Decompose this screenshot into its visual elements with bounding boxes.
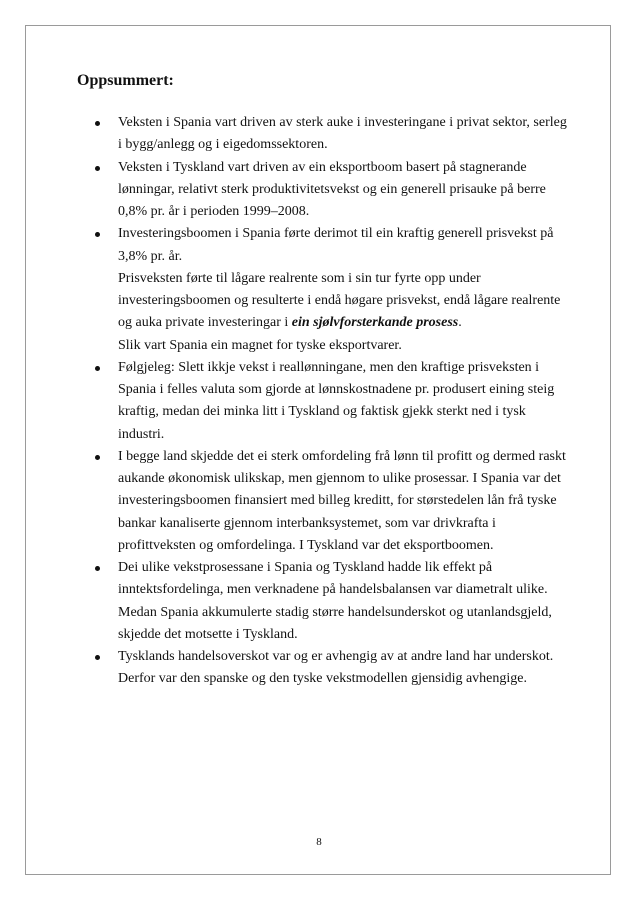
bullet-icon	[95, 121, 100, 126]
bullet-icon	[95, 232, 100, 237]
list-item	[93, 446, 573, 557]
list-item	[93, 223, 573, 357]
list-item	[93, 157, 573, 224]
list-item-text: Følgjeleg: Slett ikkje vekst i reallønningane, men den kraftige prisveksten i Spania i felles valuta som gjorde at lønnskostnadene pr. produsert eining steig kraftig, medan dei minka litt i Tyskland og faktisk gjekk sterkt ned i tysk industri.	[118, 359, 555, 442]
list-item	[93, 646, 573, 691]
page-number: 8	[316, 836, 322, 848]
section-heading: Oppsummert:	[77, 72, 174, 89]
list-item	[93, 557, 573, 646]
list-item	[93, 112, 573, 157]
bullet-icon	[95, 366, 100, 371]
list-item-text: Tysklands handelsoverskot var og er avhengig av at andre land har underskot. Derfor var den spanske og den tyske vekstmodellen gjensidig avhengige.	[118, 649, 554, 687]
list-item-text: Veksten i Tyskland vart driven av ein eksportboom basert på stagnerande lønningar, relativt sterk produktivitetsvekst og ein generell prisauke på berre 0,8% pr. år i perioden 1999–2008.	[118, 159, 546, 219]
punctuation: .	[458, 315, 462, 331]
bullet-icon	[95, 166, 100, 171]
list-item	[93, 357, 573, 446]
bullet-icon	[95, 655, 100, 660]
summary-list	[93, 112, 573, 691]
emphasized-phrase: ein sjølvforsterkande prosess	[291, 315, 459, 331]
list-item-text: Dei ulike vekstprosessane i Spania og Tyskland hadde lik effekt på inntektsfordelinga, men verknadene på handelsbalansen var diametralt ulike. Medan Spania akkumulerte stadig større handelsunderskot og utanlandsgjeld, skjedde det motsette i Tyskland.	[118, 560, 552, 642]
list-item-text: Veksten i Spania vart driven av sterk auke i investeringane i privat sektor, serleg i bygg/anlegg og i eigedomssektoren.	[118, 115, 567, 153]
bullet-icon	[95, 455, 100, 460]
list-item-text: I begge land skjedde det ei sterk omfordeling frå lønn til profitt og dermed raskt aukande økonomisk ulikskap, men gjennom to ulike prosessar. I Spania var det investeringsboomen finansiert med billeg kreditt, for størstedelen lån frå tyske bankar kanaliserte gjennom interbanksystemet, som var drivkrafta i profittveksten og omfordelinga. I Tyskland var det eksportboomen.	[118, 448, 566, 553]
list-item-text: Prisveksten førte til lågare realrente som i sin tur fyrte opp under investeringsboomen og resulterte i endå høgare prisvekst, endå lågare realrente og auka private investeringar i	[118, 270, 561, 331]
bullet-icon	[95, 566, 100, 571]
list-item-text: Investeringsboomen i Spania førte derimot til ein kraftig generell prisvekst på 3,8% pr. år.	[118, 226, 554, 264]
list-item-text: Slik vart Spania ein magnet for tyske eksportvarer.	[118, 337, 402, 353]
